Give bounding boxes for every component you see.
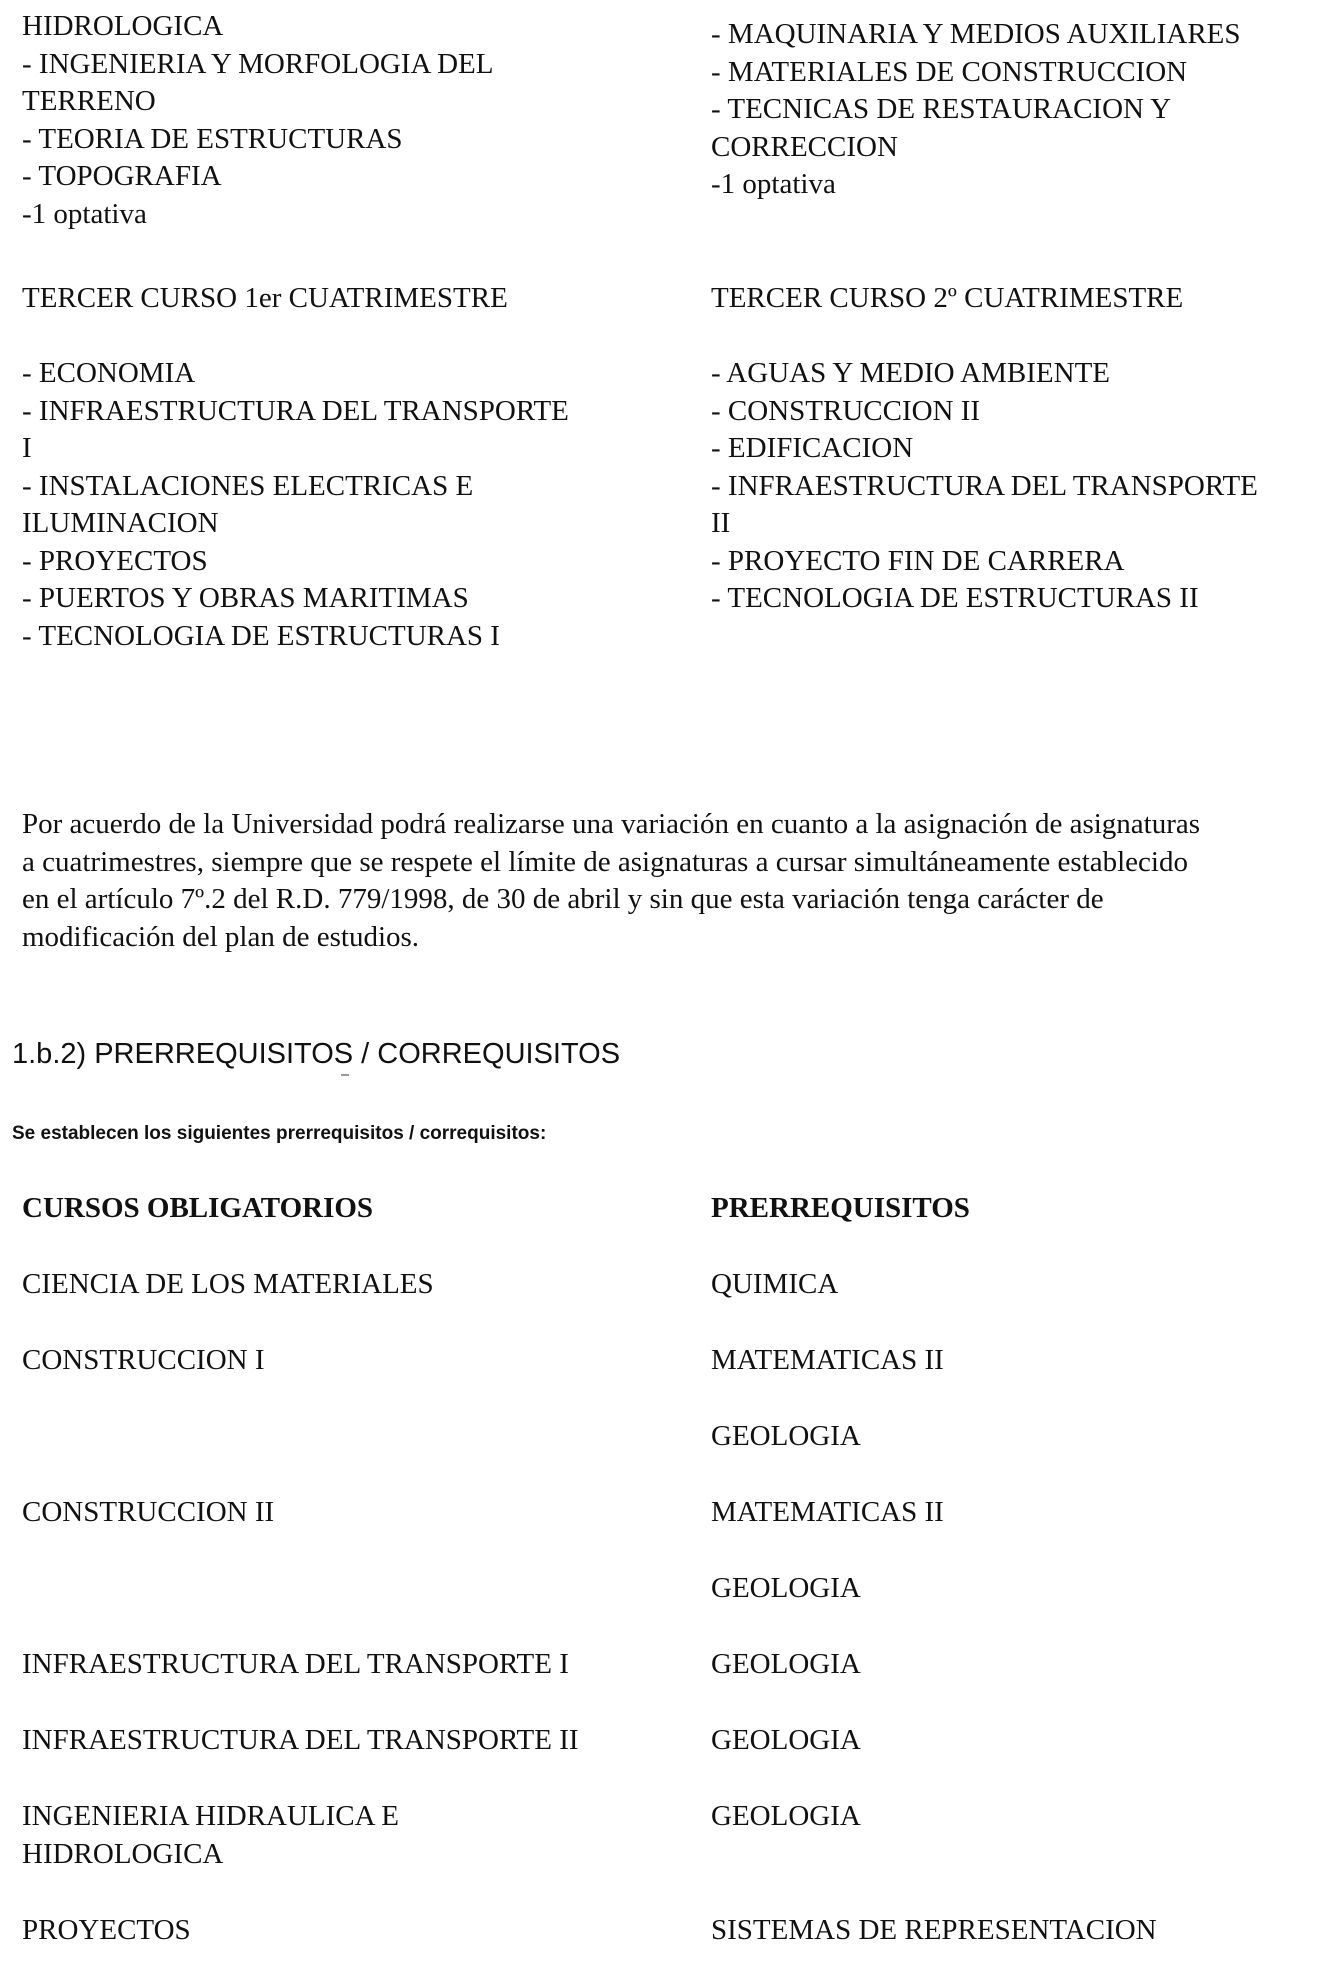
table-cell-prerequisite: GEOLOGIA <box>711 1572 861 1604</box>
list-item: - PROYECTOS <box>22 544 208 577</box>
list-item: - TEORIA DE ESTRUCTURAS <box>22 122 403 155</box>
list-item: -1 optativa <box>22 197 147 230</box>
list-item: I <box>22 432 32 464</box>
table-cell-course: INGENIERIA HIDRAULICA E <box>22 1800 399 1832</box>
table-header-courses: CURSOS OBLIGATORIOS <box>22 1192 374 1224</box>
list-item: - PROYECTO FIN DE CARRERA <box>711 544 1125 577</box>
third-year-second-term-heading: TERCER CURSO 2º CUATRIMESTRE <box>711 282 1184 314</box>
list-item: - TECNICAS DE RESTAURACION Y <box>711 93 1172 125</box>
top-left-list <box>22 8 662 233</box>
table-cell-prerequisite: MATEMATICAS II <box>711 1496 944 1528</box>
list-item: - CONSTRUCCION II <box>711 394 981 427</box>
paragraph-line: en el artículo 7º.2 del R.D. 779/1998, de 30 de abril y sin que esta variación tenga carácter de <box>22 883 1104 915</box>
table-cell-course: INFRAESTRUCTURA DEL TRANSPORTE I <box>22 1648 569 1680</box>
list-item: - TOPOGRAFIA <box>22 160 222 192</box>
list-item: - INFRAESTRUCTURA DEL TRANSPORTE <box>711 469 1258 502</box>
list-item: - TECNOLOGIA DE ESTRUCTURAS II <box>711 582 1199 614</box>
list-item: - PUERTOS Y OBRAS MARITIMAS <box>22 582 469 614</box>
table-cell-prerequisite: SISTEMAS DE REPRESENTACION <box>711 1914 1157 1946</box>
third-year-second-term-list <box>711 355 1321 618</box>
list-item: - INGENIERIA Y MORFOLOGIA DEL <box>22 47 494 80</box>
list-item: - INFRAESTRUCTURA DEL TRANSPORTE <box>22 394 569 427</box>
table-cell-course: CONSTRUCCION I <box>22 1344 265 1376</box>
list-item: CORRECCION <box>711 130 898 163</box>
table-cell-course: CONSTRUCCION II <box>22 1496 275 1528</box>
third-year-first-term-list <box>22 355 662 655</box>
section-intro: Se establecen los siguientes prerrequisitos / correquisitos: <box>12 1123 547 1144</box>
table-cell-prerequisite: QUIMICA <box>711 1268 839 1300</box>
list-item: - MAQUINARIA Y MEDIOS AUXILIARES <box>711 18 1241 50</box>
table-cell-course: INFRAESTRUCTURA DEL TRANSPORTE II <box>22 1724 579 1756</box>
list-item: - AGUAS Y MEDIO AMBIENTE <box>711 357 1111 389</box>
list-item: - ECONOMIA <box>22 357 196 389</box>
table-header-prerequisites: PRERREQUISITOS <box>711 1192 970 1224</box>
paragraph-line: modificación del plan de estudios. <box>22 920 420 953</box>
table-cell-prerequisite: MATEMATICAS II <box>711 1344 944 1376</box>
table-cell-prerequisite: GEOLOGIA <box>711 1800 861 1832</box>
table-cell-course: PROYECTOS <box>22 1914 191 1946</box>
table-cell-prerequisite: GEOLOGIA <box>711 1420 861 1452</box>
list-item: -1 optativa <box>711 168 836 200</box>
paragraph-line: Por acuerdo de la Universidad podrá realizarse una variación en cuanto a la asignación de asignaturas <box>22 808 1201 840</box>
list-item: II <box>711 507 731 539</box>
table-cell-course: CIENCIA DE LOS MATERIALES <box>22 1268 434 1300</box>
list-item: - INSTALACIONES ELECTRICAS E <box>22 469 474 502</box>
list-item: - MATERIALES DE CONSTRUCCION <box>711 55 1188 88</box>
top-right-list <box>711 16 1321 204</box>
third-year-first-term-heading: TERCER CURSO 1er CUATRIMESTRE <box>22 282 508 314</box>
list-item: TERRENO <box>22 85 156 117</box>
list-item: ILUMINACION <box>22 507 219 539</box>
list-item: HIDROLOGICA <box>22 10 224 42</box>
scan-mark <box>341 1074 349 1076</box>
table-cell-course: HIDROLOGICA <box>22 1838 224 1870</box>
table-cell-prerequisite: GEOLOGIA <box>711 1648 861 1680</box>
list-item: - EDIFICACION <box>711 432 914 464</box>
section-title: 1.b.2) PRERREQUISITOS / CORREQUISITOS <box>12 1038 621 1070</box>
list-item: - TECNOLOGIA DE ESTRUCTURAS I <box>22 619 500 652</box>
variation-paragraph <box>22 806 1322 956</box>
table-cell-prerequisite: GEOLOGIA <box>711 1724 861 1756</box>
paragraph-line: a cuatrimestres, siempre que se respete el límite de asignaturas a cursar simultáneamente establecido <box>22 845 1188 878</box>
